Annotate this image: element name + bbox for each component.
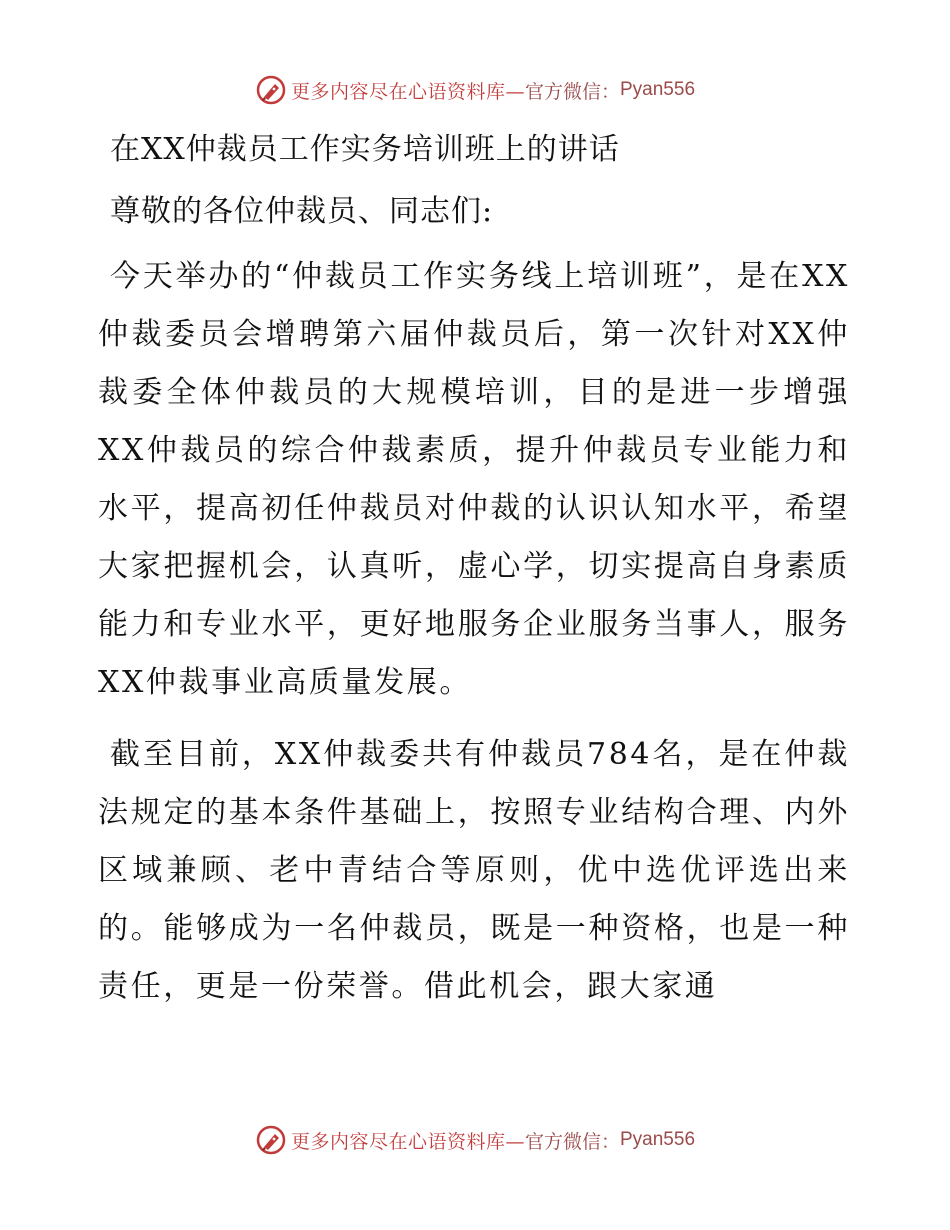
paragraph-1: 今天举办的“仲裁员工作实务线上培训班”，是在XX仲裁委员会增聘第六届仲裁员后，第一次针对XX仲裁委全体仲裁员的大规模培训，目的是进一步增强XX仲裁员的综合仲裁素质，提升仲裁员专业能力和水平，提高初任仲裁员对仲裁的认识认知水平，希望大家把握机会，认真听，虚心学，切实提高自身素质能力和专业水平，更好地服务企业服务当事人，服务XX仲裁事业高质量发展。 — [98, 259, 850, 700]
pen-nib-logo-icon — [255, 74, 287, 106]
banner-text: 更多内容尽在心语资料库— — [290, 80, 525, 103]
pen-nib-logo-icon — [255, 1124, 287, 1156]
banner-wechat-id: Pyan556 — [620, 79, 696, 100]
footer-banner — [0, 1120, 950, 1160]
banner-wechat-label: 官方微信： — [524, 80, 620, 103]
document-title: 在XX仲裁员工作实务培训班上的讲话 — [110, 132, 620, 167]
banner-text: 更多内容尽在心语资料库— — [290, 1130, 525, 1153]
banner-wechat-label: 官方微信： — [524, 1130, 620, 1153]
banner-wechat-id: Pyan556 — [620, 1129, 696, 1150]
document-salutation: 尊敬的各位仲裁员、同志们: — [110, 194, 494, 229]
header-banner — [0, 70, 950, 110]
document-body — [98, 122, 850, 1016]
paragraph-2: 截至目前，XX仲裁委共有仲裁员784名，是在仲裁法规定的基本条件基础上，按照专业结构合理、内外区域兼顾、老中青结合等原则，优中选优评选出来的。能够成为一名仲裁员，既是一种资格，也是一种责任，更是一份荣誉。借此机会，跟大家通 — [98, 737, 850, 1004]
